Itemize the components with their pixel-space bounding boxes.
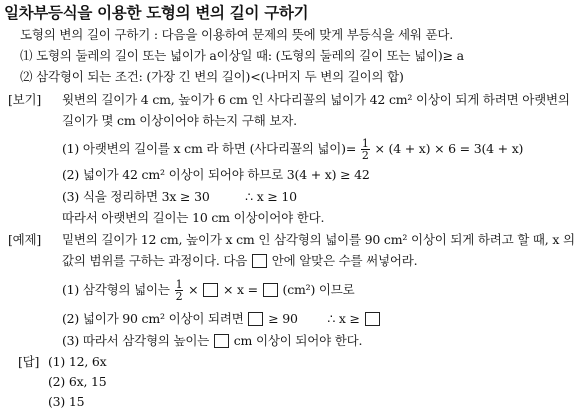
problem-text: 안에 알맞은 수를 써넣어라. xyxy=(271,253,418,268)
fraction-denominator: 2 xyxy=(361,149,369,162)
step-text: × (4 + x) × 6 = 3(4 + x) xyxy=(374,141,524,156)
problem-text-2 xyxy=(62,253,417,269)
fraction xyxy=(361,138,370,161)
intro-item-1 xyxy=(20,48,464,64)
example-conclusion: 따라서 아랫변의 길이는 10 cm 이상이어야 한다. xyxy=(62,210,325,225)
item-text: 도형의 둘레의 길이 또는 넓이가 a이상일 때: (도형의 둘레의 길이 또는 넓이)≥ a xyxy=(36,48,464,63)
example-text-2: 길이가 몇 cm 이상이어야 하는지 구해 보자. xyxy=(62,113,297,128)
intro-line: 도형의 변의 길이 구하기 : 다음을 이용하여 문제의 뜻에 맞게 부등식을 세워 푼다. xyxy=(20,27,454,42)
fraction-numerator: 1 xyxy=(175,278,183,291)
answer-1: (1) 12, 6x xyxy=(48,354,107,369)
problem-tag: [예제] xyxy=(8,232,42,247)
step-result: ∴ x ≥ 10 xyxy=(245,189,297,204)
page-title: 일차부등식을 이용한 도형의 변의 길이 구하기 xyxy=(4,4,309,22)
step-text: (3) 식을 정리하면 3x ≥ 30 xyxy=(62,189,210,204)
step-text: ≥ 90 xyxy=(268,311,298,326)
step-text: (1) 아랫변의 길이를 x cm 라 하면 (사다리꼴의 넓이)= xyxy=(62,141,357,156)
blank-box xyxy=(203,283,218,297)
example-text-1: 윗변의 길이가 4 cm, 높이가 6 cm 인 사다리꼴의 넓이가 42 cm² 이상이 되게 하려면 아랫변의 xyxy=(62,92,570,107)
blank-box xyxy=(365,312,380,326)
blank-box xyxy=(214,334,229,348)
problem-text: 값의 범위를 구하는 과정이다. 다음 xyxy=(62,253,248,268)
step-text: cm 이상이 되어야 한다. xyxy=(233,333,363,348)
problem-step-3 xyxy=(62,333,362,349)
answer-2: (2) 6x, 15 xyxy=(48,374,107,389)
problem-text-1: 밑변의 길이가 12 cm, 높이가 x cm 인 삼각형의 넓이를 90 cm² 이상이 되게 하려고 할 때, x 의 xyxy=(62,232,575,247)
answer-3: (3) 15 xyxy=(48,394,85,409)
fraction-numerator: 1 xyxy=(361,137,369,150)
step-text: × x = xyxy=(223,282,258,297)
step-text: (cm²) 이므로 xyxy=(282,282,355,297)
answer-tag: [답] xyxy=(18,354,40,369)
fraction-denominator: 2 xyxy=(175,290,183,303)
intro-item-2 xyxy=(20,69,404,85)
item-number: ⑴ xyxy=(20,48,33,63)
item-number: ⑵ xyxy=(20,69,33,84)
step-text: × xyxy=(188,282,199,297)
blank-box xyxy=(263,283,278,297)
blank-box xyxy=(252,254,267,268)
fraction xyxy=(175,279,184,302)
example-step-2: (2) 넓이가 42 cm² 이상이 되어야 하므로 3(4 + x) ≥ 42 xyxy=(62,167,370,182)
problem-step-2 xyxy=(62,311,381,327)
step-text: (3) 따라서 삼각형의 높이는 xyxy=(62,333,210,348)
step-result: ∴ x ≥ xyxy=(327,311,360,326)
blank-box xyxy=(248,312,263,326)
example-tag: [보기] xyxy=(8,92,42,107)
example-step-1 xyxy=(62,137,523,161)
step-text: (1) 삼각형의 넓이는 xyxy=(62,282,170,297)
problem-step-1 xyxy=(62,278,355,302)
step-text: (2) 넓이가 90 cm² 이상이 되려면 xyxy=(62,311,244,326)
example-step-3 xyxy=(62,189,297,205)
item-text: 삼각형이 되는 조건: (가장 긴 변의 길이)<(나머지 두 변의 길이의 합) xyxy=(36,69,404,84)
